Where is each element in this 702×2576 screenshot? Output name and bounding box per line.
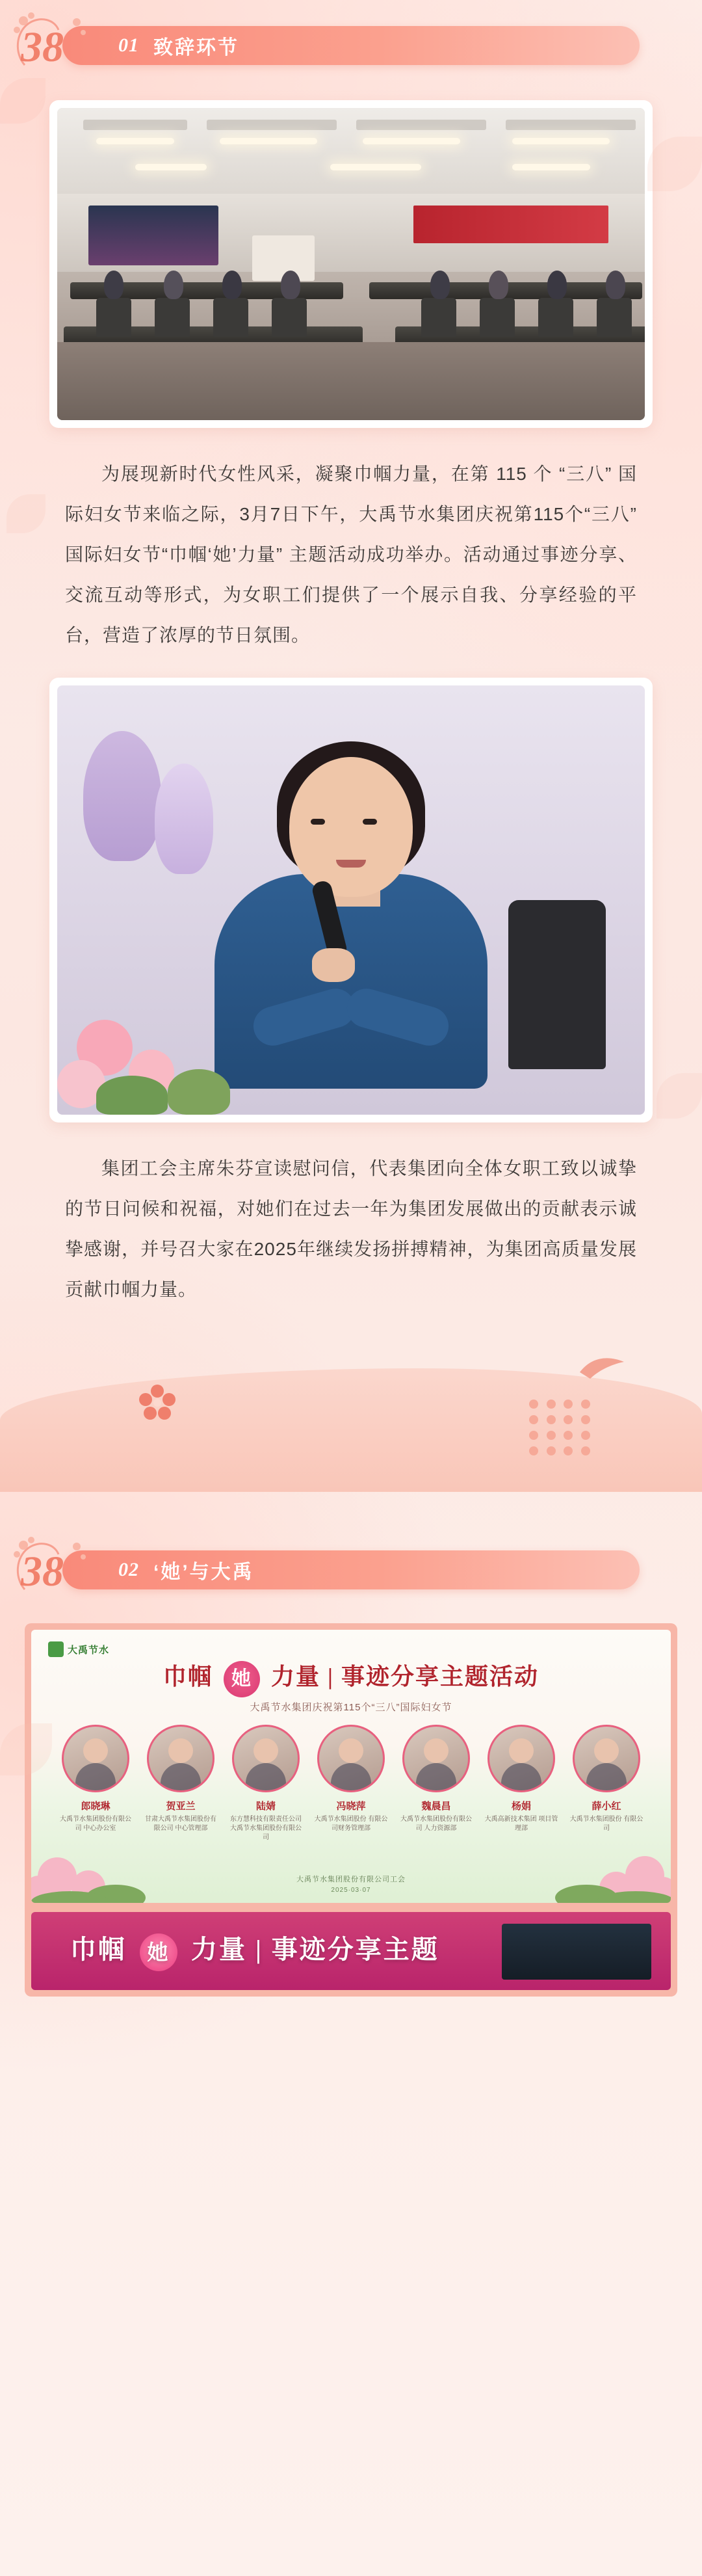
photo-speaker — [57, 685, 645, 1115]
avatar — [62, 1725, 129, 1792]
list-item — [228, 1725, 304, 1842]
poster-title-prefix: 巾帼 — [163, 1664, 213, 1690]
anniversary-badge-icon-2 — [12, 1535, 88, 1602]
avatar — [147, 1725, 214, 1792]
avatar — [573, 1725, 640, 1792]
avatar — [317, 1725, 385, 1792]
person-name: 贺亚兰 — [166, 1801, 196, 1812]
poster-logo-text: 大禹节水 — [68, 1644, 110, 1656]
person-role: 大禹节水集团股份有限公司 人力资源部 — [400, 1816, 472, 1832]
photo-card-speaker — [49, 678, 653, 1122]
poster-logo — [48, 1641, 109, 1657]
poster-footer-line1: 大禹节水集团股份有限公司工会 — [296, 1876, 406, 1883]
person-role: 大禹高新技术集团 项目管理部 — [484, 1816, 558, 1832]
stage-title-circle: 她 — [140, 1933, 177, 1971]
photo-card-conference — [49, 100, 653, 428]
poster-footer-line2: 2025·03·07 — [331, 1887, 371, 1894]
petal-decoration — [647, 137, 702, 191]
stage-banner-title — [70, 1929, 439, 1971]
person-name: 郎晓琳 — [81, 1801, 110, 1812]
avatar — [402, 1725, 470, 1792]
bird-icon — [578, 1353, 625, 1380]
stage-title-prefix: 巾帼 — [70, 1935, 126, 1964]
section-title-02: ‘她’与大禹 — [153, 1561, 254, 1583]
list-item — [313, 1725, 389, 1842]
section-title-bar-01 — [62, 26, 640, 65]
section-header-02 — [0, 1531, 702, 1609]
person-role: 大禹节水集团股份有限公司 中心办公室 — [60, 1816, 131, 1832]
avatar — [488, 1725, 555, 1792]
dot-grid-decoration — [529, 1400, 592, 1455]
person-role: 东方慧科技有限责任公司 大禹节水集团股份有限公司 — [230, 1816, 302, 1841]
anniversary-badge-icon — [12, 10, 88, 78]
section-title-01: 致辞环节 — [153, 37, 239, 59]
plum-blossom-icon — [138, 1383, 177, 1422]
poster-speaker-lineup — [31, 1630, 671, 1903]
poster-gallery — [25, 1623, 677, 1997]
poster-title-suffix: 力量 | 事迹分享主题活动 — [271, 1664, 539, 1690]
petal-decoration — [6, 494, 46, 533]
svg-text:38: 38 — [21, 23, 64, 71]
photo-conference-hall — [57, 108, 645, 420]
person-role: 大禹节水集团股份 有限公司 — [569, 1816, 644, 1832]
stage-screen — [502, 1924, 651, 1980]
person-name: 薛小红 — [592, 1801, 621, 1812]
paragraph-1: 为展现新时代女性风采，凝聚巾帼力量，在第 115 个 “三八” 国际妇女节来临之际，3月7日下午，大禹节水集团庆祝第115个“三八” 国际妇女节“巾帼‘她’力量” 主题活动成功举办。活动通过事迹分享、交流互动等形式，为女职工们提供了一个展示自我、分享经验的平台，营造了浓厚的节日氛围。 — [65, 464, 637, 645]
person-role: 甘肃大禹节水集团股份有限公司 中心管理部 — [145, 1816, 216, 1832]
section-number-01: 01 — [118, 34, 139, 56]
avatar — [232, 1725, 300, 1792]
petal-decoration — [656, 1073, 702, 1119]
poster-title — [31, 1658, 671, 1697]
page-bottom-spacer — [0, 1997, 702, 2036]
list-item — [142, 1725, 219, 1842]
paragraph-2: 集团工会主席朱芬宣读慰问信，代表集团向全体女职工致以诚挚的节日问候和祝福，对她们在过去一年为集团发展做出的贡献表示诚挚感谢，并号召大家在2025年继续发扬拼搏精神，为集团高质量发展贡献巾帼力量。 — [65, 1158, 637, 1299]
section-number-02: 02 — [118, 1559, 139, 1580]
company-logo-icon — [48, 1641, 64, 1657]
section-header-01 — [0, 7, 702, 85]
person-name: 魏晨昌 — [421, 1801, 451, 1812]
person-role: 大禹节水集团股份 有限公司财务管理部 — [314, 1816, 388, 1832]
section-title-bar-02 — [62, 1550, 640, 1589]
list-item — [483, 1725, 560, 1842]
person-name: 杨娟 — [511, 1801, 531, 1812]
person-name: 冯晓萍 — [336, 1801, 366, 1812]
list-item — [398, 1725, 474, 1842]
poster-stage-banner — [31, 1912, 671, 1990]
decorative-divider — [0, 1329, 702, 1492]
poster-footer — [31, 1874, 671, 1894]
petal-decoration — [0, 78, 46, 124]
svg-text:38: 38 — [21, 1548, 64, 1595]
person-name: 陆婧 — [255, 1801, 276, 1812]
stage-title-suffix: 力量 | 事迹分享主题 — [191, 1935, 439, 1964]
poster-title-circle: 她 — [224, 1661, 260, 1697]
poster-subtitle: 大禹节水集团庆祝第115个“三八”国际妇女节 — [250, 1702, 452, 1713]
